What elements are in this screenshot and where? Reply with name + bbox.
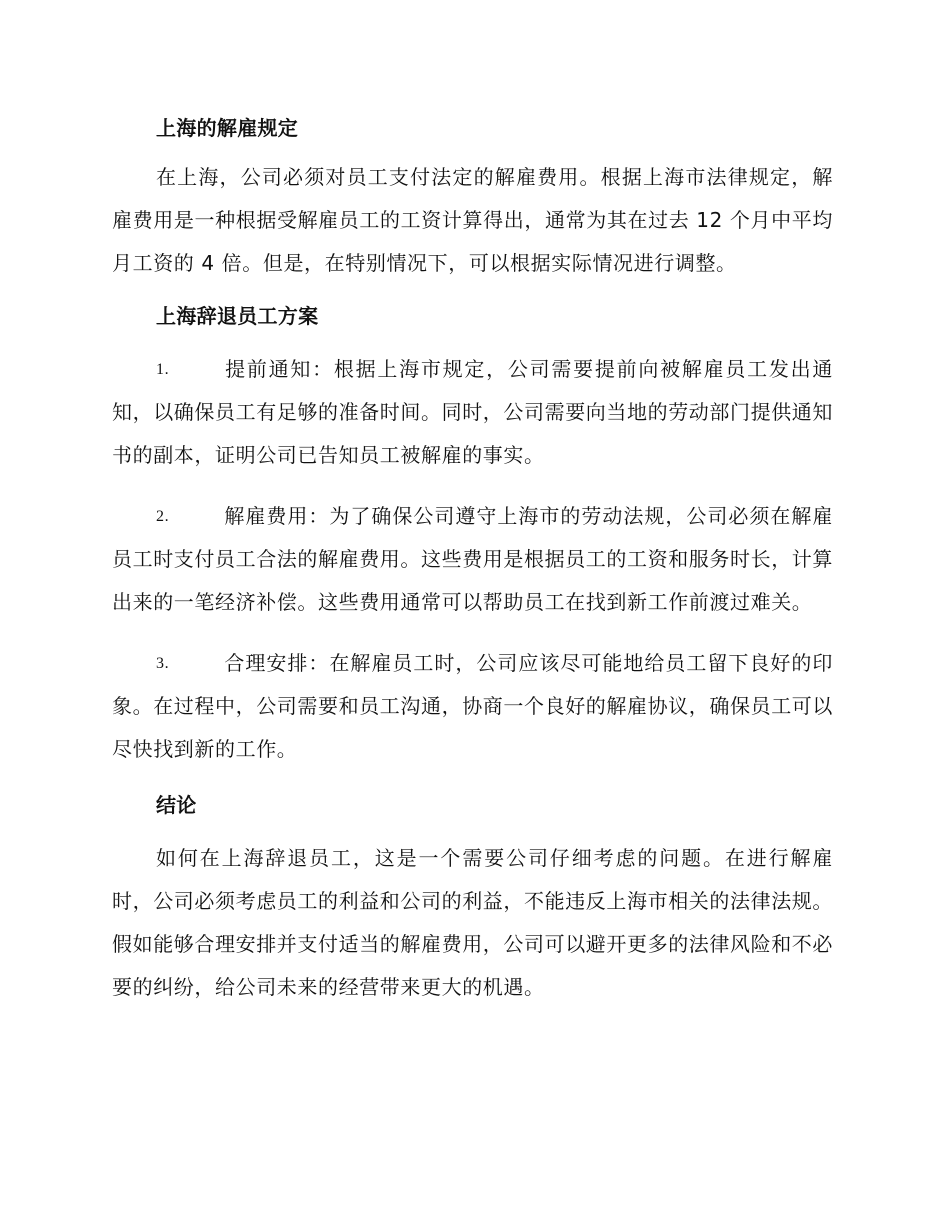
- section-heading-rules: 上海的解雇规定: [156, 116, 299, 140]
- list-item-text: 根据上海市规定，公司需要提前向被解雇员工发出通知，以确保员工有足够的准备时间。同时，公司需要向当地的劳动部门提供通知书的副本，证明公司已告知员工被解雇的事实。: [112, 357, 833, 467]
- list-item-number: 1.: [156, 361, 170, 378]
- list-item-number: 2.: [156, 508, 170, 525]
- paragraph-conclusion: 如何在上海辞退员工，这是一个需要公司仔细考虑的问题。在进行解雇时，公司必须考虑员工的利益和公司的利益，不能违反上海市相关的法律法规。假如能够合理安排并支付适当的解雇费用，公司可以避开更多的法律风险和不必要的纠纷，给公司未来的经营带来更大的机遇。: [112, 846, 833, 999]
- section-heading-conclusion: 结论: [156, 793, 197, 817]
- list-item-text: 在解雇员工时，公司应该尽可能地给员工留下良好的印象。在过程中，公司需要和员工沟通，协商一个良好的解雇协议，确保员工可以尽快找到新的工作。: [112, 651, 834, 761]
- list-item: [112, 495, 833, 624]
- list-item-number: 3.: [156, 655, 170, 672]
- list-item-label: 提前通知：: [224, 357, 334, 381]
- list-item-text: 为了确保公司遵守上海市的劳动法规，公司必须在解雇员工时支付员工合法的解雇费用。这些费用是根据员工的工资和服务时长，计算出来的一笔经济补偿。这些费用通常可以帮助员工在找到新工作前渡过难关。: [112, 504, 834, 614]
- paragraph-rules: 在上海，公司必须对员工支付法定的解雇费用。根据上海市法律规定，解雇费用是一种根据受解雇员工的工资计算得出，通常为其在过去 12 个月中平均月工资的 4 倍。但是，在特别情况下，可以根据实际情况进行调整。: [112, 165, 833, 275]
- list-item-label: 合理安排：: [224, 651, 330, 675]
- list-item-label: 解雇费用：: [224, 504, 330, 528]
- list-item: [112, 348, 833, 477]
- list-item: [112, 642, 833, 771]
- section-heading-plan: 上海辞退员工方案: [156, 304, 319, 328]
